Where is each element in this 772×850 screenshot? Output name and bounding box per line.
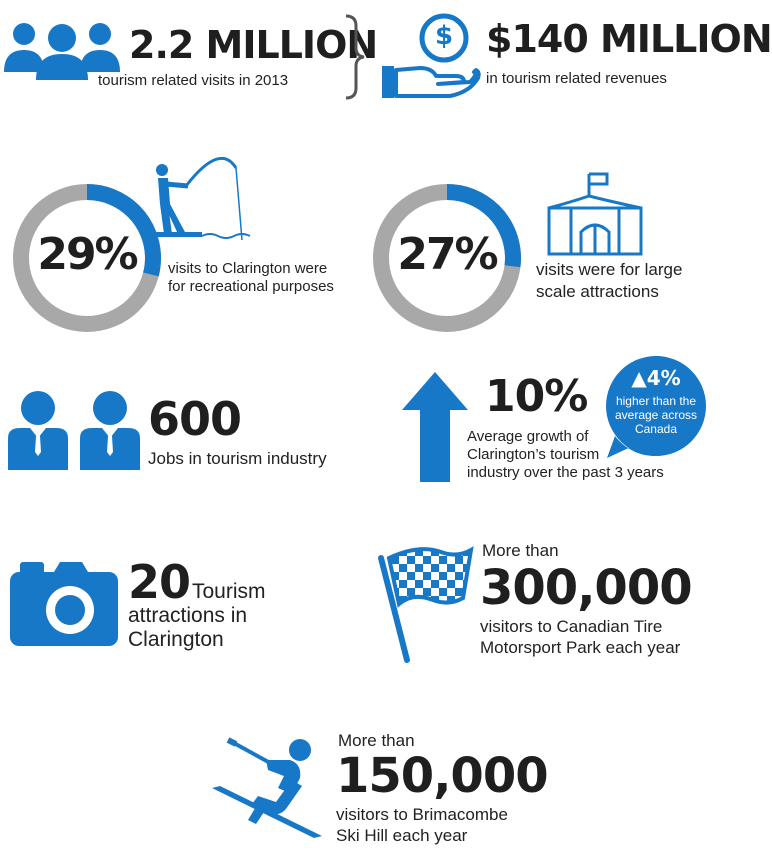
motorsport-label-line2: Motorsport Park each year bbox=[480, 638, 681, 657]
camera-icon bbox=[10, 560, 118, 646]
curly-brace-divider bbox=[340, 12, 370, 102]
ski-label-line2: Ski Hill each year bbox=[336, 826, 468, 845]
visits-label: tourism related visits in 2013 bbox=[98, 72, 289, 89]
ski-label-line1: visitors to Brimacombe bbox=[336, 805, 508, 824]
up-arrow-icon bbox=[400, 370, 470, 485]
revenue-value: $140 MILLION bbox=[486, 17, 772, 61]
tourism-attractions-label-line3: Clarington bbox=[128, 628, 224, 651]
coin-dollar-symbol: $ bbox=[434, 21, 454, 51]
jobs-label: Jobs in tourism industry bbox=[148, 449, 327, 468]
bubble-value: ▲4% bbox=[631, 366, 681, 390]
recreational-label-line1: visits to Clarington were bbox=[168, 260, 328, 277]
people-group-icon bbox=[2, 20, 122, 80]
motorsport-label-line1: visitors to Canadian Tire bbox=[480, 617, 663, 636]
growth-value: 10% bbox=[485, 371, 588, 422]
visits-value: 2.2 MILLION bbox=[129, 23, 378, 67]
bubble-line3: Canada bbox=[634, 422, 678, 436]
fisherman-icon bbox=[150, 148, 255, 248]
motorsport-prefix: More than bbox=[482, 541, 559, 560]
bubble-line2: average across bbox=[614, 408, 698, 422]
hand-dollar-icon bbox=[380, 12, 480, 102]
workers-icon bbox=[6, 390, 141, 470]
ski-prefix: More than bbox=[338, 731, 415, 750]
tourism-attractions-value: 20 bbox=[128, 555, 191, 609]
jobs-value: 600 bbox=[148, 392, 242, 446]
motorsport-value: 300,000 bbox=[480, 560, 692, 616]
ski-value: 150,000 bbox=[336, 748, 548, 804]
tourism-attractions-label-line2: attractions in bbox=[128, 604, 248, 627]
recreational-label-line2: for recreational purposes bbox=[168, 278, 334, 295]
tourism-attractions-label-line1: Tourism bbox=[192, 580, 266, 603]
recreational-percent: 29% bbox=[37, 229, 137, 280]
bubble-line1: higher than the bbox=[615, 394, 697, 408]
growth-label-line1: Average growth of bbox=[467, 428, 589, 445]
skier-icon bbox=[210, 730, 330, 840]
attractions-label-line2: scale attractions bbox=[536, 282, 659, 301]
checkered-flag-icon bbox=[375, 540, 475, 665]
revenue-label: in tourism related revenues bbox=[486, 70, 667, 87]
growth-label-line2: Clarington’s tourism bbox=[467, 446, 600, 463]
attractions-label-line1: visits were for large bbox=[536, 260, 683, 279]
tent-icon bbox=[545, 172, 645, 257]
growth-label-line3: industry over the past 3 years bbox=[467, 464, 664, 481]
attractions-percent: 27% bbox=[397, 229, 497, 280]
growth-bubble bbox=[603, 354, 709, 460]
